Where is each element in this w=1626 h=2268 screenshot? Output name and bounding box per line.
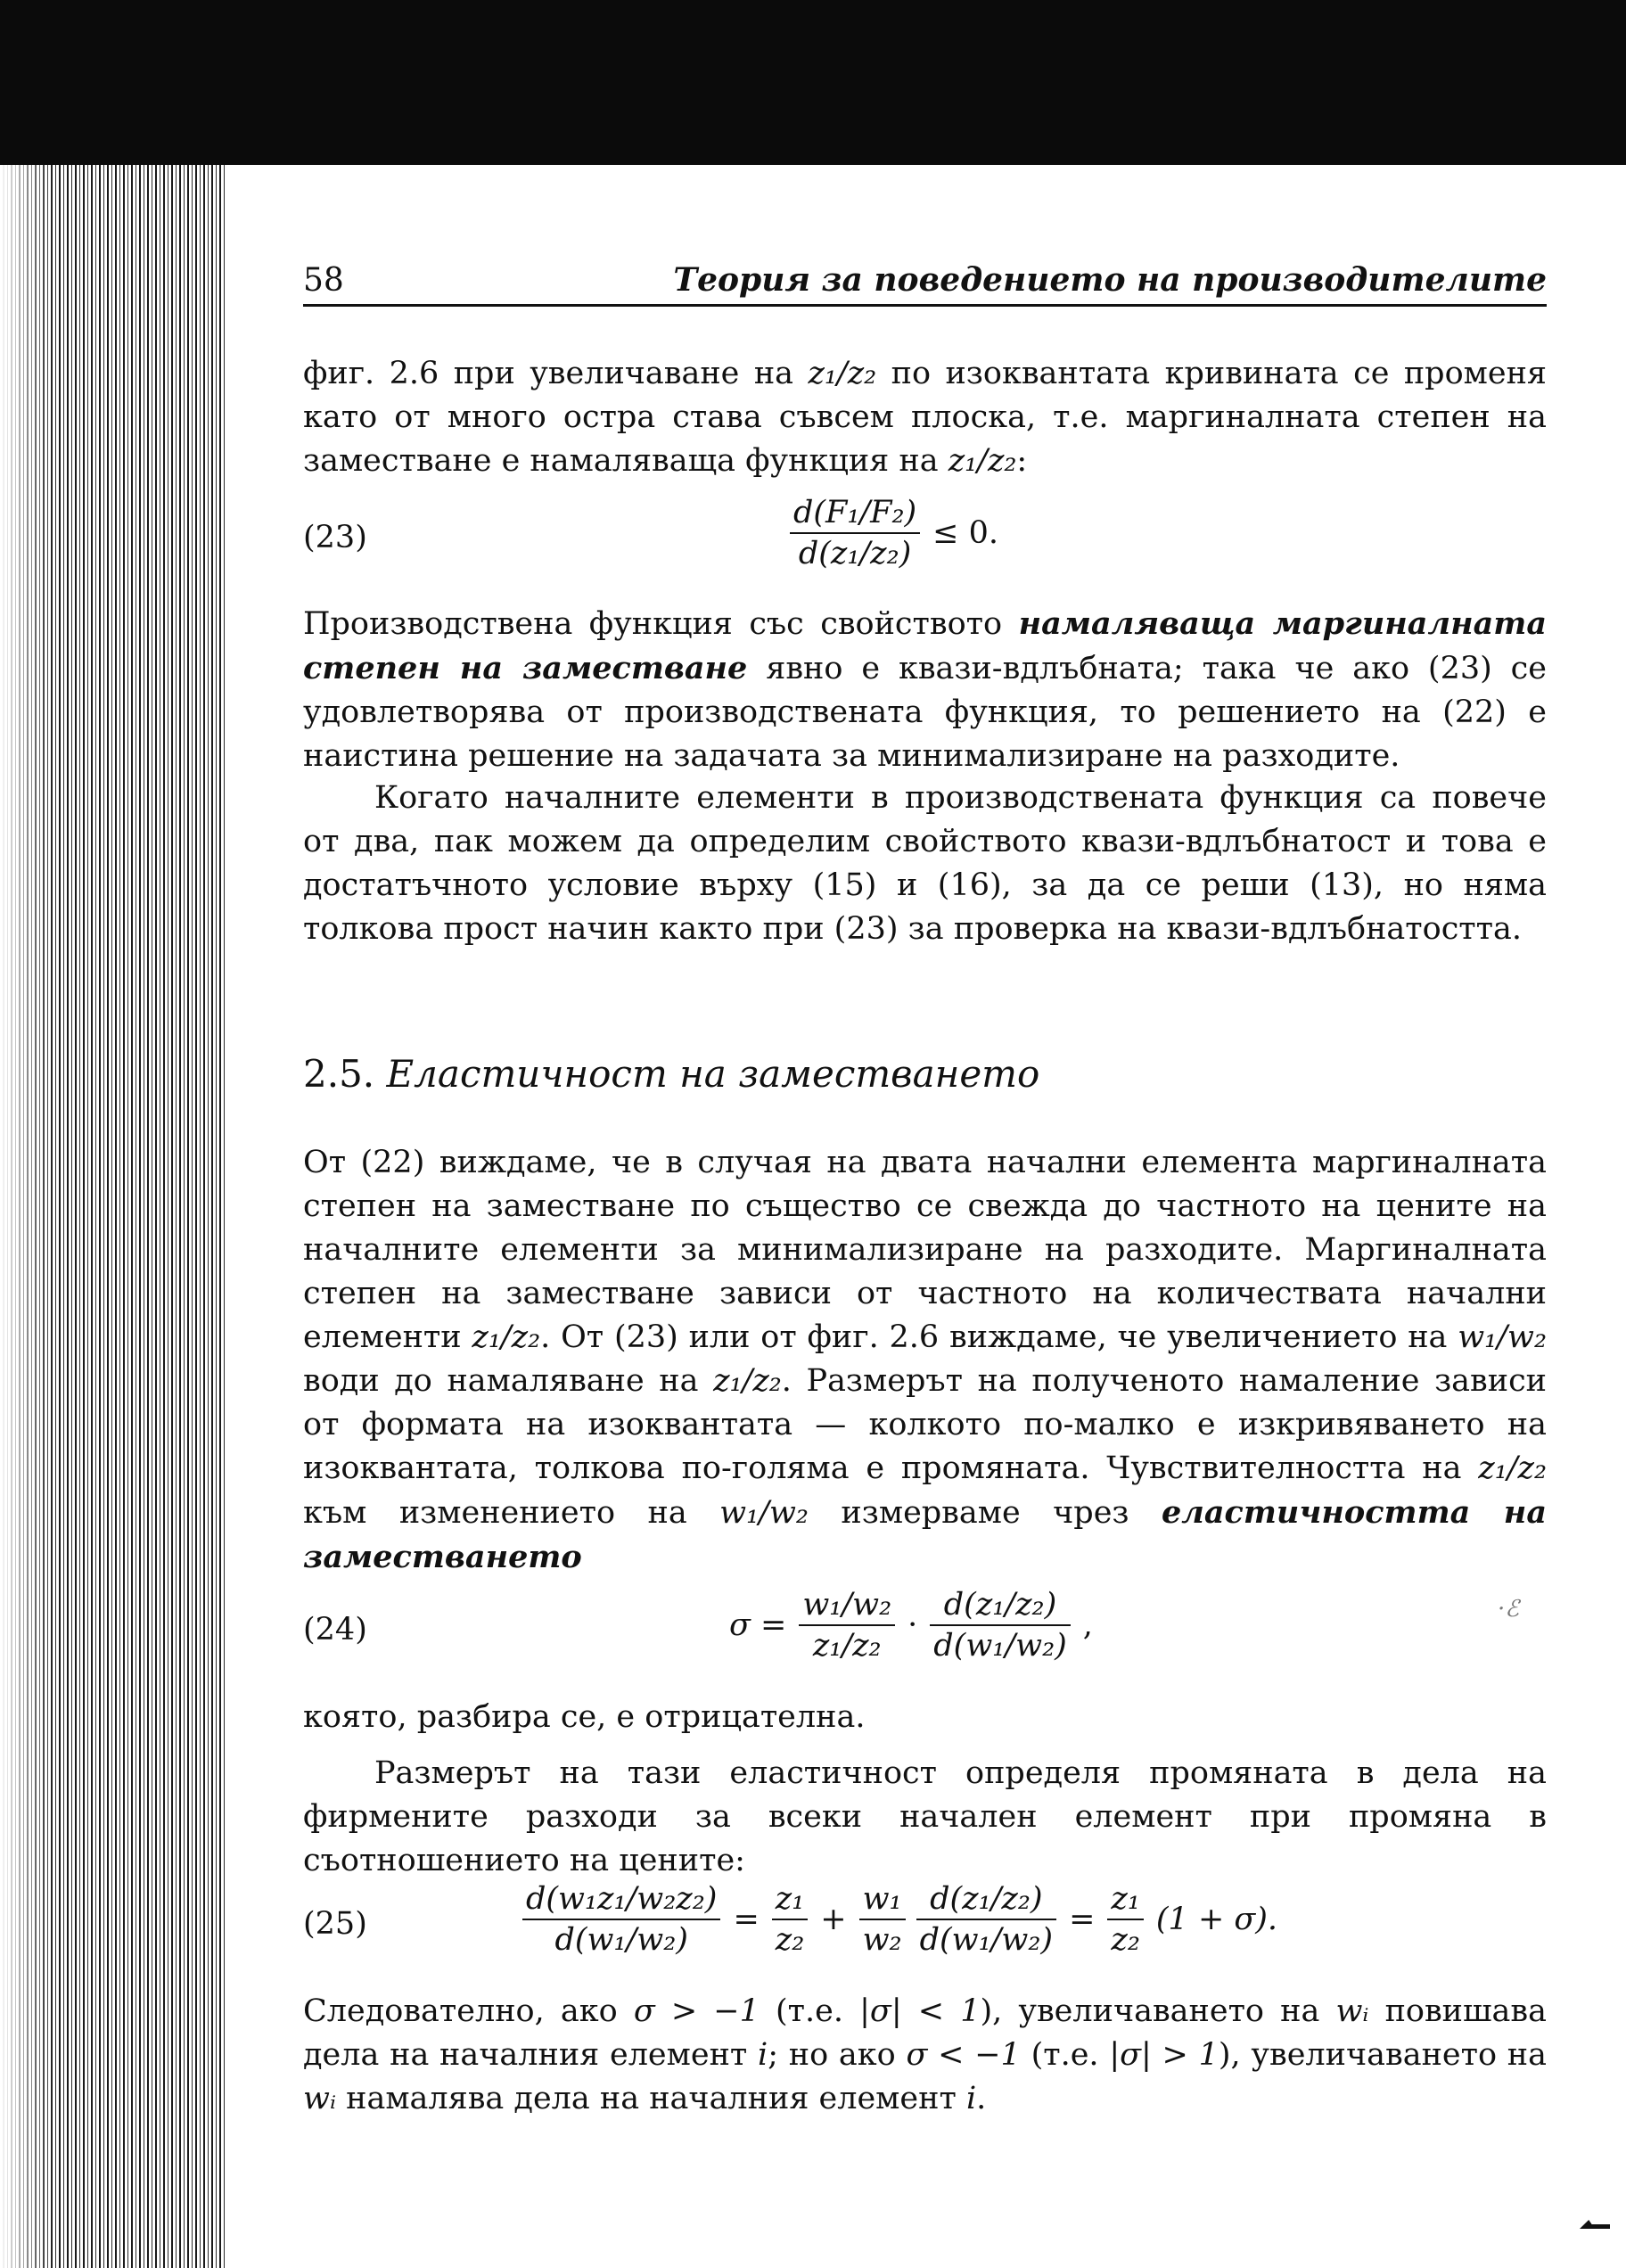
scan-dark-band: [0, 0, 1626, 165]
fraction: $\frac{\text{d(F₁/F₂)}}{\text{d(z₁/z₂)}}$: [790, 495, 920, 571]
section-title: Еластичност на заместването: [386, 1052, 1040, 1096]
fraction: $\frac{\text{z₁}}{\text{z₂}}$: [772, 1881, 808, 1958]
equation-24: [303, 1587, 1547, 1685]
paragraph-4: От (22) виждаме, че в случая на двата начални елемента маргиналната степен на заместване по същество се свежда до частното на цените на началните елементи за минимализиране на разходите. Маргиналната степен на заместване зависи от частното на количествата начални елементи z₁/z₂. От (23) или от фиг. 2.6 виждаме, че увеличението на w₁/w₂ води до намаляване на z₁/z₂. Размерът на полученото намаление зависи от формата на изоквантата — колкото по-малко е изкривяването на изоквантата, толкова по-голяма е промяната. Чувствителността на z₁/z₂ към изменението на w₁/w₂ измерваме чрез еластичността на заместването: [303, 1145, 1547, 1575]
paragraph-3: Когато началните елементи в производствената функция са повече от два, пак можем да определим свойството квази-вдлъбнатост и това е достатъчното условие върху (15) и (16), за да се реши (13), но няма толкова прост начин както при (23) за проверка на квази-вдлъбнатостта.: [303, 780, 1547, 947]
equation-23: [303, 495, 1547, 593]
paragraph-2: Производствена функция със свойството намаляваща маргиналната степен на заместване явно е квази-вдлъбната; така че ако (23) се удовлетворява от производствената функция, то решението на (22) е наистина решение на задачата за минимализиране на разходите.: [303, 605, 1548, 774]
equation-number: (25): [303, 1906, 367, 1942]
fraction: $\frac{\text{w₁/w₂}}{\text{z₁/z₂}}$: [799, 1587, 895, 1664]
equation-body: $\frac{\text{d(F₁/F₂)}}{\text{d(z₁/z₂)}}$ ≤ 0.: [784, 495, 1006, 571]
fraction: $\frac{\text{z₁}}{\text{z₂}}$: [1107, 1881, 1143, 1958]
page-number: 58: [303, 262, 344, 299]
paragraph-6: Размерът на тази еластичност определя промяната в дела на фирмените разходи за всеки начален елемент при промяна в съотношението на цените:: [303, 1755, 1547, 1878]
fraction: $\frac{\text{d(w₁z₁/w₂z₂)}}{\text{d(w₁/w₂)}}$: [522, 1881, 720, 1958]
equation-body: $\frac{\text{d(w₁z₁/w₂z₂)}}{\text{d(w₁/w₂)}}$ = $\frac{\text{z₁}}{\text{z₂}}$ + $\frac{\text{w₁}}{\text{w₂}}$ $\frac{\text{d(z₁/z₂)}}{\text{d(w₁/w₂)}}$ = $\frac{\text{z₁}}{\text{z₂}}$ (1 + σ).: [517, 1881, 1285, 1958]
fraction: $\frac{\text{d(z₁/z₂)}}{\text{d(w₁/w₂)}}$: [930, 1587, 1071, 1664]
emphasis-term: еластичността на заместването: [303, 1494, 1547, 1575]
equation-number: (23): [303, 520, 367, 555]
fraction: $\frac{\text{d(z₁/z₂)}}{\text{d(w₁/w₂)}}$: [916, 1881, 1057, 1958]
section-number: 2.5.: [303, 1052, 375, 1096]
section-heading: [303, 1052, 1039, 1096]
page-header: [303, 254, 1547, 307]
math-inline: z₁/z₂: [808, 356, 877, 391]
paragraph-5: която, разбира се, е отрицателна.: [303, 1699, 866, 1735]
scan-page-edges-fade: [0, 165, 53, 2268]
running-title: Теория за поведението на производителите: [673, 261, 1547, 299]
math-inline: z₁/z₂: [948, 443, 1017, 479]
fraction: $\frac{\text{w₁}}{\text{w₂}}$: [859, 1881, 906, 1958]
equation-number: (24): [303, 1612, 367, 1648]
equation-25: [303, 1881, 1547, 1979]
paragraph-7: Следователно, ако σ > −1 (т.е. |σ| < 1), увеличаването на wᵢ повишава дела на началния елемент i; но ако σ < −1 (т.е. |σ| > 1), увеличаването на wᵢ намалява дела на началния елемент i.: [303, 1993, 1547, 2116]
margin-smudge: ·ℰ: [1498, 1596, 1520, 1623]
equation-body: σ = $\frac{\text{w₁/w₂}}{\text{z₁/z₂}}$ · $\frac{\text{d(z₁/z₂)}}{\text{d(w₁/w₂)}}$ ,: [729, 1587, 1093, 1664]
emphasis-term: намаляваща маргиналната степен на заместване: [303, 605, 1548, 686]
paragraph-1: фиг. 2.6 при увеличаване на z₁/z₂ по изоквантата кривината се променя като от много остра става съвсем плоска, т.е. маргиналната степен на заместване е намаляваща функция на z₁/z₂:: [303, 356, 1547, 479]
